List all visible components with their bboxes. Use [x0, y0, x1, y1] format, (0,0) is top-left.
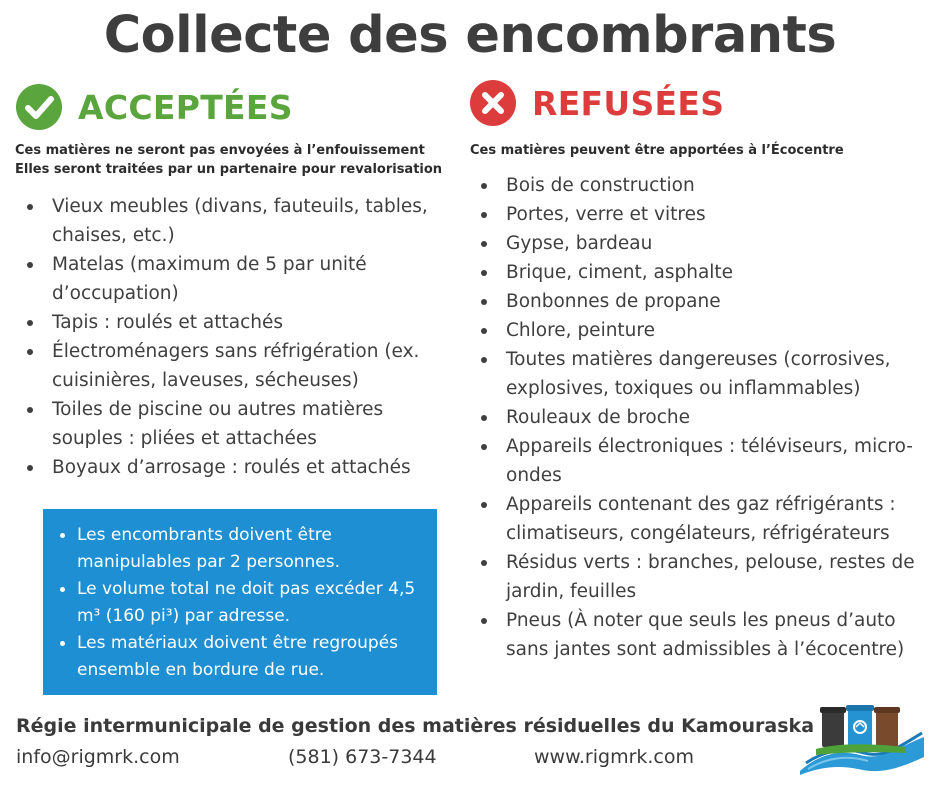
- organization-name: Régie intermunicipale de gestion des matières résiduelles du Kamouraska: [16, 715, 815, 737]
- waste-bins-logo-icon: [798, 697, 926, 777]
- list-item: Portes, verre et vitres: [470, 200, 932, 229]
- list-item: Chlore, peinture: [470, 316, 932, 345]
- list-item: Tapis : roulés et attachés: [16, 308, 456, 337]
- phone-number[interactable]: (581) 673-7344: [288, 746, 437, 768]
- list-item: Matelas (maximum de 5 par unité d’occupation): [16, 250, 456, 308]
- list-item: Les encombrants doivent être manipulables par 2 personnes.: [57, 522, 427, 576]
- accepted-subtitle-line-2: Elles seront traitées par un partenaire pour revalorisation: [15, 162, 443, 177]
- accepted-list: [16, 192, 456, 482]
- refused-subtitle: Ces matières peuvent être apportées à l’Écocentre: [470, 143, 844, 158]
- list-item: Bois de construction: [470, 171, 932, 200]
- list-item: Les matériaux doivent être regroupés ensemble en bordure de rue.: [57, 630, 427, 684]
- list-item: Appareils contenant des gaz réfrigérants : climatiseurs, congélateurs, réfrigérateurs: [470, 490, 932, 548]
- list-item: Rouleaux de broche: [470, 403, 932, 432]
- accepted-subtitle: [15, 141, 460, 179]
- list-item: Toiles de piscine ou autres matières souples : pliées et attachées: [16, 395, 456, 453]
- list-item: Le volume total ne doit pas excéder 4,5 m³ (160 pi³) par adresse.: [57, 576, 427, 630]
- x-circle-icon: [470, 80, 516, 126]
- accepted-subtitle-line-1: Ces matières ne seront pas envoyées à l’enfouissement: [15, 143, 425, 158]
- refused-heading: [470, 80, 724, 126]
- list-item: Gypse, bardeau: [470, 229, 932, 258]
- list-item: Pneus (À noter que seuls les pneus d’auto sans jantes sont admissibles à l’écocentre): [470, 606, 932, 664]
- list-item: Toutes matières dangereuses (corrosives, explosives, toxiques ou inflammables): [470, 345, 932, 403]
- list-item: Appareils électroniques : téléviseurs, micro-ondes: [470, 432, 932, 490]
- accepted-heading-label: ACCEPTÉES: [78, 87, 293, 127]
- list-item: Brique, ciment, asphalte: [470, 258, 932, 287]
- page-title: Collecte des encombrants: [103, 6, 837, 65]
- list-item: Vieux meubles (divans, fauteuils, tables, chaises, etc.): [16, 192, 456, 250]
- conditions-box: [43, 509, 437, 695]
- conditions-list: [57, 522, 427, 684]
- email-link[interactable]: info@rigmrk.com: [16, 746, 180, 768]
- list-item: Bonbonnes de propane: [470, 287, 932, 316]
- website-link[interactable]: www.rigmrk.com: [534, 746, 695, 768]
- refused-list: [470, 171, 932, 664]
- list-item: Électroménagers sans réfrigération (ex. cuisinières, laveuses, sécheuses): [16, 337, 456, 395]
- check-circle-icon: [16, 84, 62, 130]
- list-item: Boyaux d’arrosage : roulés et attachés: [16, 453, 456, 482]
- accepted-heading: [16, 84, 293, 130]
- refused-heading-label: REFUSÉES: [532, 83, 725, 123]
- list-item: Résidus verts : branches, pelouse, restes de jardin, feuilles: [470, 548, 932, 606]
